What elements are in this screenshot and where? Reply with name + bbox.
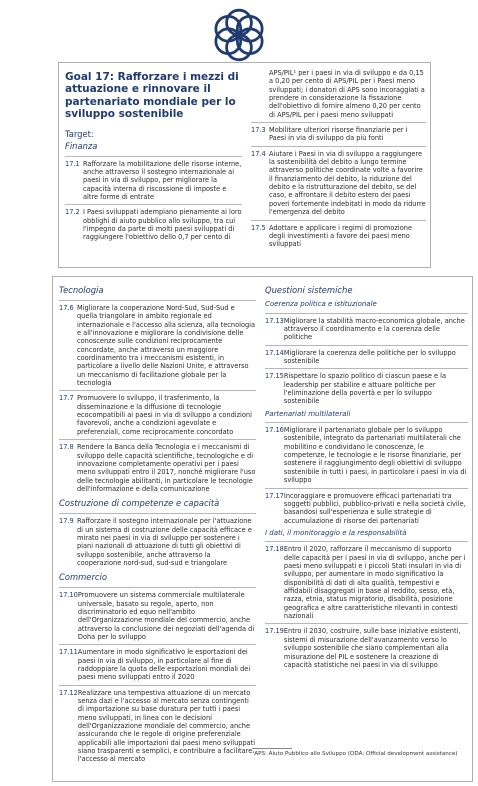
target-item: 17.13 Migliorare la stabilità macro-economica globale, anche attraverso il coordinamento e la coerenza delle politiche (265, 316, 465, 342)
sdg-rosette-logo-icon (208, 4, 270, 66)
target-item: 17.12 Realizzare una tempestiva attuazione di un mercato senza dazi e l'accesso al mercato senza contingenti di importazione su base duratura per tutti i paesi meno sviluppati, in linea con le decisioni dell'Organizzazione mondiale del commercio, anche assicurando che le regole di origine preferenziale applicabili alle importazioni dai paesi meno sviluppati siano trasparenti e semplici, e contribuire a facilitare l'accesso al mercato (59, 688, 256, 764)
policy-coherence-label: Coerenza politica e istituzionale (265, 300, 377, 308)
partnership-label: Partenariati multilaterali (265, 409, 351, 418)
target-item: 17.14 Migliorare la coerenza delle politiche per lo sviluppo sostenibile (265, 348, 456, 365)
divider (265, 368, 468, 369)
divider (265, 313, 468, 314)
divider (265, 488, 468, 489)
target-item: 17.11 Aumentare in modo significativo le esportazioni dei paesi in via di sviluppo, in particolare al fine di raddoppiare la quota delle esportazioni mondiali dei paesi meno sviluppati entro il 2020 (59, 648, 251, 682)
divider (59, 513, 256, 514)
target-item: 17.6 Migliorare la cooperazione Nord-Sud, Sud-Sud e quella triangolare in ambito regionale ed internazionale e l'accesso alla scienza, alla tecnologia e all'innovazione e migliorare la condivisione delle conoscenze sulle condizioni reciprocamente concordate, anche attraverso un maggiore coordinamento tra i meccanismi esistenti, in particolare a livello delle Nazioni Unite, e attraverso un meccanismo di facilitazione globale per la tecnologia (59, 304, 256, 388)
divider (265, 345, 468, 346)
target-item: 17.3 Mobilitare ulteriori risorse finanziarie per i Paesi in via di sviluppo da più fonti (251, 126, 408, 143)
target-item: 17.7 Promuovere lo sviluppo, il trasferimento, la disseminazione e la diffusione di tecnologie ecocompatibili ai paesi in via di sviluppo a condizioni favorevoli, anche a condizioni agevolate e preferenziali, come reciprocamente concordato (59, 394, 252, 436)
divider (59, 300, 256, 301)
divider (251, 220, 426, 221)
trade-label: Commercio (59, 572, 107, 583)
divider (59, 644, 256, 645)
target-item: 17.8 Rendere la Banca della Tecnologia e i meccanismi di sviluppo delle capacità scientifiche, tecnologiche e di innovazione completamente operativi per i paesi meno sviluppati entro il 2017, nonché migliorare l'uso delle tecnologie abilitanti, in particolare le tecnologie dell'informazione e della comunicazione (59, 443, 256, 493)
goal-title: Goal 17: Rafforzare i mezzi di attuazione e rinnovare il partenariato mondiale per lo sviluppo sostenibile (65, 71, 239, 121)
data-monitoring-label: I dati, il monitoraggio e la responsabilità (265, 528, 407, 537)
target-label: Target: (65, 128, 94, 139)
footnote: ¹APS: Aiuto Pubblico allo Sviluppo (ODA: Official development assistance) (252, 751, 458, 757)
top-left-column (65, 71, 242, 265)
divider (59, 685, 256, 686)
target-item: 17.1 Rafforzare la mobilitazione delle risorse interne, anche attraverso il sostegno internazionale ai paesi in via di sviluppo, per migliorare la capacità interna di riscossione di imposte e altre forme di entrate (65, 159, 242, 201)
goal-summary-box (58, 62, 431, 268)
divider (59, 439, 256, 440)
divider (265, 422, 468, 423)
divider (251, 122, 426, 123)
divider (65, 156, 242, 157)
systemic-label: Questioni sistemiche (265, 285, 353, 295)
divider (59, 587, 256, 588)
divider (265, 623, 468, 624)
target-item: 17.10 Promuovere un sistema commerciale multilaterale universale, basato su regole, aperto, non discriminatorio ed equo nell'ambito dell'Organizzazione mondiale del commercio, anche attraverso la conclusione dei negoziati dell'agenda di Doha per lo sviluppo (59, 591, 255, 641)
tech-label: Tecnologia (59, 285, 104, 295)
divider (251, 146, 426, 147)
top-right-column (251, 69, 426, 265)
divider (59, 390, 256, 391)
footnote-divider (252, 748, 292, 749)
bottom-left-column (59, 285, 256, 779)
target-item: 17.4 Aiutare i Paesi in via di sviluppo a raggiungere la sostenibilità del debito a lungo termine attraverso politiche coordinate volte a favorire il finanziamento del debito, la riduzione del debito e la ristrutturazione del debito, se del caso, e affrontare il debito estero dei paesi poveri fortemente indebitati in modo da ridurre l'emergenza del debito (251, 149, 426, 217)
capacity-label: Costruzione di competenze e capacità (59, 498, 220, 509)
target-item: 17.9 Rafforzare il sostegno internazionale per l'attuazione di un sistema di costruzione delle capacità efficace e mirato nei paesi in via di sviluppo per sostenere i piani nazionali di attuazione di tutti gli obiettivi di sviluppo sostenibile, anche attraverso la cooperazione nord-sud, sud-sud e triangolare (59, 517, 252, 567)
target-item: 17.2 I Paesi sviluppati adempiano pienamente ai loro obblighi di aiuto pubblico allo sviluppo, tra cui l'impegno da parte di molti paesi sviluppati di raggiungere l'obiettivo dello 0,7 per cento di (65, 208, 242, 242)
targets-detail-box (52, 276, 473, 782)
divider (265, 541, 468, 542)
target-item: 17.15 Rispettare lo spazio politico di ciascun paese e la leadership per stabilire e attuare politiche per l'eliminazione della povertà e per lo sviluppo sostenibile (265, 372, 447, 406)
bottom-right-column (265, 285, 468, 745)
target-item: 17.19 Entro il 2030, costruire, sulle base iniziative esistenti, sistemi di misurazione dell'avanzamento verso lo sviluppo sostenibile che siano complementari alla misurazione del PIL e sostenere la creazione di capacità statistiche nei paesi in via di sviluppo (265, 627, 461, 669)
finance-label: Finanza (65, 140, 98, 151)
target-item: 17.5 Adottare e applicare i regimi di promozione degli investimenti a favore dei paesi meno sviluppati (251, 223, 412, 249)
divider (65, 204, 242, 205)
target-item: 17.18 Entro il 2020, rafforzare il meccanismo di supporto delle capacità per i paesi in via di sviluppo, anche per i paesi meno sviluppati e i piccoli Stati insulari in via di sviluppo, per aumentare in modo significativo la disponibilità di dati di alta qualità, tempestivi e affidabili disaggregati in base al reddito, sesso, età, razza, etnia, status migratorio, disabilità, posizione geografica e altre caratteristiche rilevanti in contesti nazionali (265, 545, 466, 621)
target-item: 17.17 Incoraggiare e promuovere efficaci partenariati tra soggetti pubblici, pubblico-privati e nella società civile, basandosi sull'esperienza e sulle strategie di accumulazione di risorse dei partenariati (265, 491, 466, 525)
target-item-continuation: APS/PIL¹ per i paesi in via di sviluppo e da 0,15 a 0,20 per cento di APS/PIL per i Paesi meno sviluppati; i donatori di APS sono incoraggiati a prendere in considerazione la fissazione dell'obiettivo di fornire almeno 0,20 per cento di APS/PIL per i paesi meno sviluppati (269, 69, 425, 119)
target-item: 17.16 Migliorare il partenariato globale per lo sviluppo sostenibile, integrato da partenariati multilaterali che mobilitino e condividano le conoscenze, le competenze, le tecnologie e le risorse finanziarie, per sostenere il raggiungimento degli obiettivi di sviluppo sostenibile in tutti i paesi, in particolare i paesi in via di sviluppo (265, 426, 467, 485)
